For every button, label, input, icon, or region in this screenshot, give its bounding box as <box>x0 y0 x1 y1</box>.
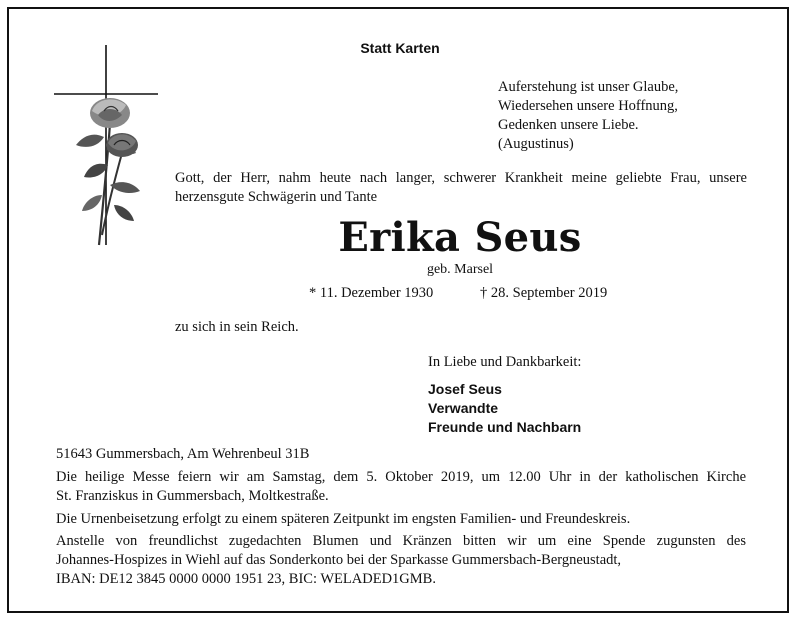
mass-line-1: Die heilige Messe feiern wir am Samstag, dem 5. Oktober 2019, um 12.00 Uhr in der katholischen Kirche <box>56 469 746 485</box>
birth-name: geb. Marsel <box>426 262 494 277</box>
mass-line-2: St. Franziskus in Gummersbach, Moltkestraße. <box>56 488 329 504</box>
signoff-intro: In Liebe und Dankbarkeit: <box>428 354 582 370</box>
quote-line: Wiedersehen unsere Hoffnung, <box>498 98 678 114</box>
outro-text: zu sich in sein Reich. <box>175 319 299 335</box>
donation-line-3: IBAN: DE12 3845 0000 0000 1951 23, BIC: WELADED1GMB. <box>56 571 436 587</box>
intro-line-1: Gott, der Herr, nahm heute nach langer, schwerer Krankheit meine geliebte Frau, unsere <box>175 170 747 186</box>
quote-block <box>498 78 678 154</box>
address: 51643 Gummersbach, Am Wehrenbeul 31B <box>56 446 310 462</box>
death-date: † 28. September 2019 <box>480 285 608 301</box>
signatory: Freunde und Nachbarn <box>428 419 582 435</box>
deceased-name: Erika Seus <box>338 214 582 261</box>
quote-line: Auferstehung ist unser Glaube, <box>498 79 679 95</box>
quote-line: Gedenken unsere Liebe. <box>498 117 639 133</box>
header-statt-karten: Statt Karten <box>360 40 440 56</box>
donation-line-2: Johannes-Hospizes in Wiehl auf das Sonderkonto bei der Sparkasse Gummersbach-Bergneustadt, <box>56 552 622 568</box>
donation-line-1: Anstelle von freundlichst zugedachten Blumen und Kränzen bitten wir um eine Spende zugunsten des <box>56 533 746 549</box>
signoff-block <box>428 353 581 437</box>
signatory: Josef Seus <box>428 381 502 397</box>
quote-line: (Augustinus) <box>498 136 574 152</box>
birth-date: * 11. Dezember 1930 <box>309 285 434 301</box>
intro-line-2: herzensgute Schwägerin und Tante <box>175 189 378 205</box>
urn-line: Die Urnenbeisetzung erfolgt zu einem späteren Zeitpunkt im engsten Familien- und Freundeskreis. <box>56 511 631 527</box>
signatory: Verwandte <box>428 400 499 416</box>
